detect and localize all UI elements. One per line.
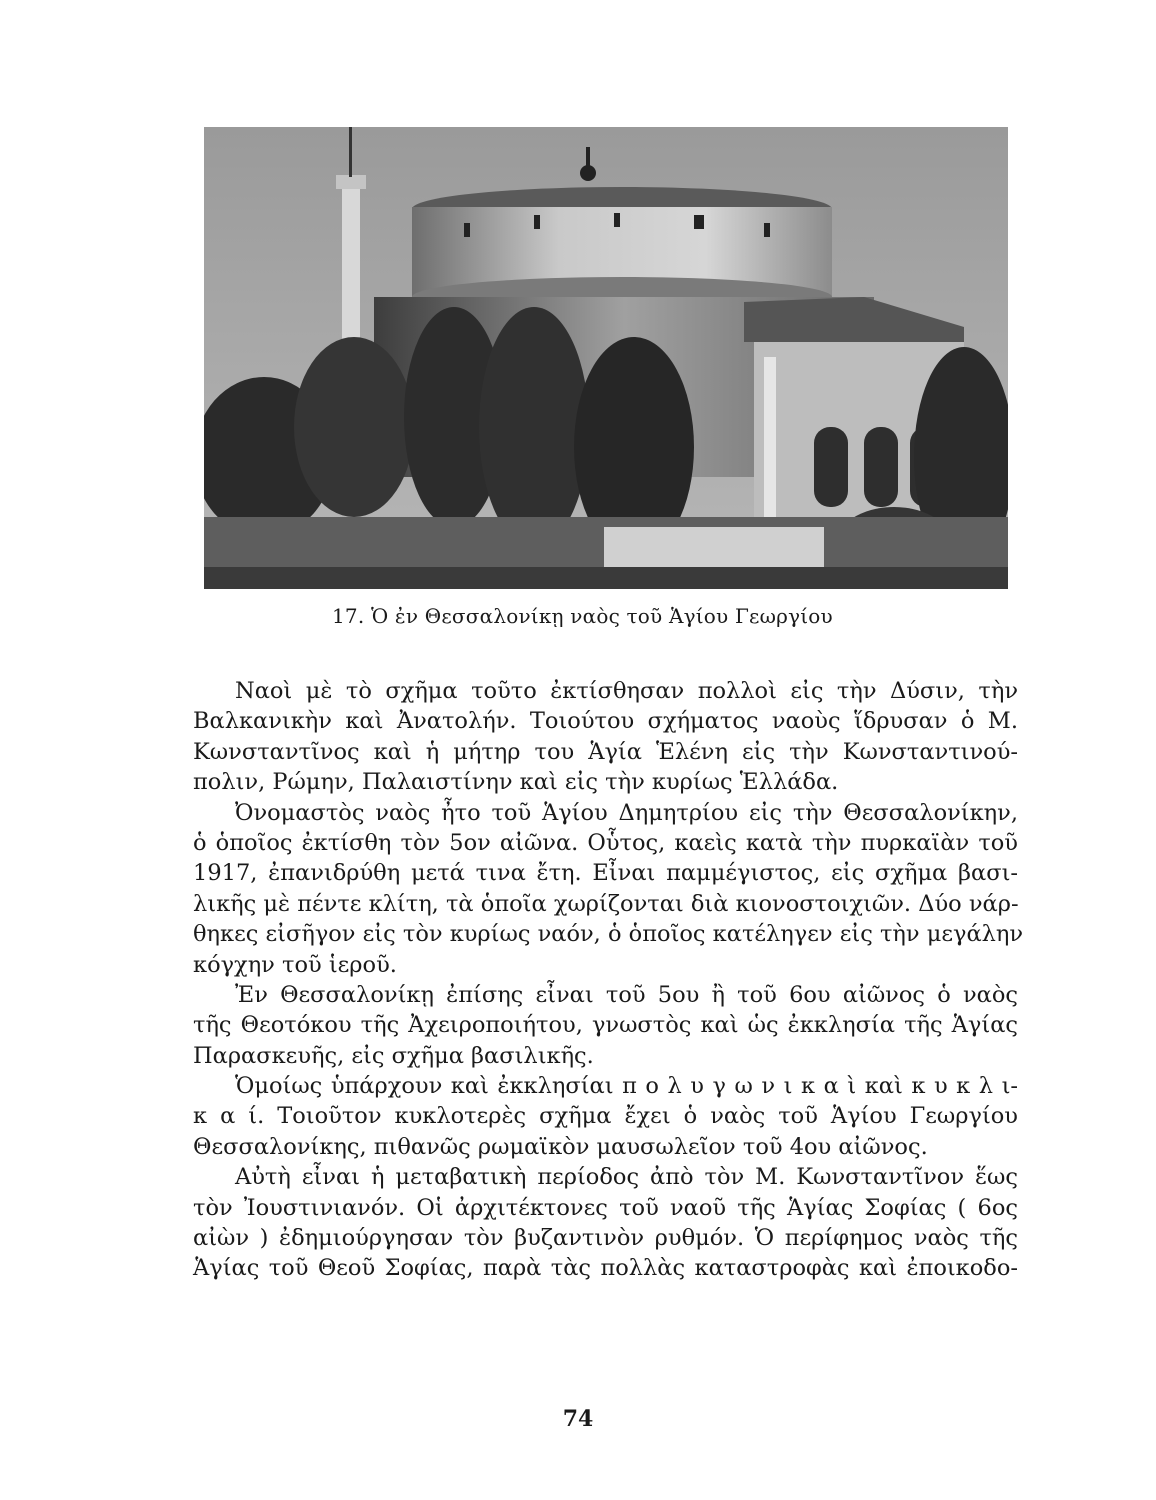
figure-caption: 17. Ὁ ἐν Θεσσαλονίκῃ ναὸς τοῦ Ἁγίου Γεωργίου: [332, 604, 833, 628]
text-line: Ἁγίας τοῦ Θεοῦ Σοφίας, παρὰ τὰς πολλὰς καταστροφὰς καὶ ἐποικοδο-: [193, 1255, 1018, 1282]
text-line: Βαλκανικὴν καὶ Ἀνατολήν. Τοιούτου σχήματος ναοὺς ἵδρυσαν ὁ Μ.: [193, 708, 1018, 735]
text-line: αἰὼν ) ἐδημιούργησαν τὸν βυζαντινὸν ρυθμόν. Ὁ περίφημος ναὸς τῆς: [193, 1225, 1018, 1252]
text-line: τῆς Θεοτόκου τῆς Ἀχειροποιήτου, γνωστὸς καὶ ὡς ἐκκλησία τῆς Ἁγίας: [193, 1012, 1018, 1039]
paragraph: [193, 1071, 1018, 1162]
text-line: Θεσσαλονίκης, πιθανῶς ρωμαϊκὸν μαυσωλεῖον τοῦ 4ου αἰῶνος.: [193, 1133, 928, 1160]
page-number: 74: [562, 1406, 594, 1432]
rotunda-photo: [204, 127, 1008, 589]
text-line: 1917, ἐπανιδρύθη μετά τινα ἔτη. Εἶναι παμμέγιστος, εἰς σχῆμα βασι-: [193, 860, 1018, 887]
text-line: πολιν, Ρώμην, Παλαιστίνην καὶ εἰς τὴν κυρίως Ἑλλάδα.: [193, 769, 839, 796]
paragraph: [193, 1162, 1018, 1284]
text-line: τὸν Ἰουστινιανόν. Οἱ ἀρχιτέκτονες τοῦ ναοῦ τῆς Ἁγίας Σοφίας ( 6ος: [193, 1194, 1018, 1221]
text-line: λικῆς μὲ πέντε κλίτη, τὰ ὁποῖα χωρίζονται διὰ κιονοστοιχιῶν. Δύο νάρ-: [193, 890, 1019, 917]
text-line: Αὐτὴ εἶναι ἡ μεταβατικὴ περίοδος ἀπὸ τὸν Μ. Κωνσταντῖνον ἕως: [235, 1164, 1018, 1191]
text-line: κόγχην τοῦ ἱεροῦ.: [193, 951, 397, 978]
text-line: Ὀνομαστὸς ναὸς ἦτο τοῦ Ἁγίου Δημητρίου εἰς τὴν Θεσσαλονίκην,: [235, 799, 1018, 826]
text-line: θηκες εἰσῆγον εἰς τὸν κυρίως ναόν, ὁ ὁποῖος κατέληγεν εἰς τὴν μεγάλην: [193, 921, 1024, 948]
paragraph: [193, 676, 1018, 798]
text-line: Παρασκευῆς, εἰς σχῆμα βασιλικῆς.: [193, 1042, 594, 1069]
paragraph: [193, 980, 1018, 1071]
text-line: Κωνσταντῖνος καὶ ἡ μήτηρ του Ἁγία Ἑλένη εἰς τὴν Κωνσταντινού-: [193, 738, 1018, 765]
paragraph: [193, 798, 1024, 980]
text-line: κ α ί. Τοιοῦτον κυκλοτερὲς σχῆμα ἔχει ὁ ναὸς τοῦ Ἁγίου Γεωργίου: [193, 1103, 1018, 1130]
rotunda-photo-icon: [204, 127, 1008, 589]
text-line: Ναοὶ μὲ τὸ σχῆμα τοῦτο ἐκτίσθησαν πολλοὶ εἰς τὴν Δύσιν, τὴν: [235, 678, 1018, 704]
body-text: [193, 676, 1024, 1284]
text-line: ὁ ὁποῖος ἐκτίσθη τὸν 5ον αἰῶνα. Οὗτος, καεὶς κατὰ τὴν πυρκαϊὰν τοῦ: [193, 829, 1018, 856]
text-line: Ὁμοίως ὑπάρχουν καὶ ἐκκλησίαι π ο λ υ γ ω ν ι κ α ὶ καὶ κ υ κ λ ι-: [235, 1073, 1018, 1100]
text-line: Ἐν Θεσσαλονίκῃ ἐπίσης εἶναι τοῦ 5ου ἢ τοῦ 6ου αἰῶνος ὁ ναὸς: [235, 981, 1018, 1008]
